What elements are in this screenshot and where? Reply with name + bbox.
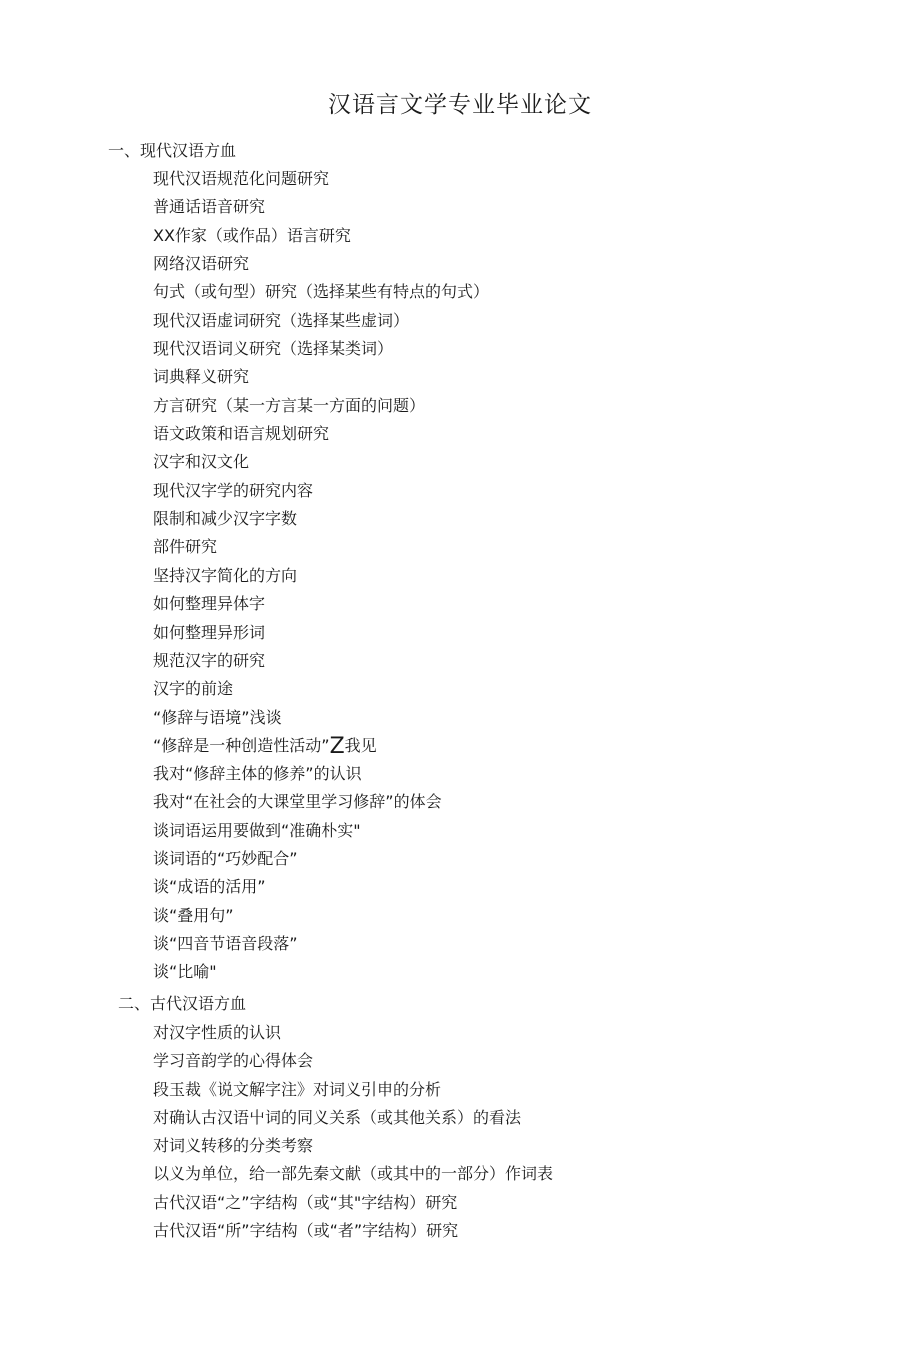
list-item: 现代汉语词义研究（选择某类词）: [153, 339, 394, 359]
document-title: 汉语言文学专业毕业论文: [328, 92, 592, 118]
list-item: 段玉裁《说文解字注》对词义引申的分析: [153, 1079, 442, 1099]
list-item: 部件研究: [153, 537, 218, 557]
list-item: XX作家（或作品）语言研究: [153, 225, 351, 245]
list-item: 普通话语音研究: [153, 197, 266, 217]
list-item: 句式（或句型）研究（选择某些有特点的句式）: [153, 282, 490, 302]
section-heading-modern-chinese: 一、现代汉语方血: [108, 141, 237, 160]
list-item: 对词义转移的分类考察: [153, 1136, 314, 1156]
list-item: 学习音韵学的心得体会: [153, 1051, 314, 1071]
list-item-glyph: Z: [329, 733, 345, 759]
list-item: 规范汉字的研究: [153, 650, 266, 670]
list-item: 谈“成语的活用”: [153, 877, 266, 897]
list-item-tail: 我见: [344, 735, 377, 755]
list-item: 现代汉语虚词研究（选择某些虚词）: [153, 310, 410, 330]
list-item: 古代汉语“所”字结构（或“者”字结构）研究: [153, 1221, 459, 1241]
topic-list-modern-chinese: [153, 169, 489, 991]
list-item: 语文政策和语言规划研究: [153, 424, 330, 444]
list-item: 我对“在社会的大课堂里学习修辞”的体会: [153, 792, 442, 812]
list-item: 限制和减少汉字字数: [153, 509, 298, 529]
list-item: 如何整理异体字: [153, 594, 266, 614]
list-item: 对确认古汉语屮词的同义关系（或其他关系）的看法: [153, 1107, 522, 1127]
list-item: 谈“比喻": [153, 962, 217, 982]
list-item: 网络汉语研究: [153, 254, 250, 274]
list-item: “修辞与语境”浅谈: [153, 707, 282, 727]
list-item: 我对“修辞主体的修养”的认识: [153, 763, 362, 783]
list-item: 词典释义研究: [153, 367, 250, 387]
list-item-text: “修辞是一种创造性活动”: [153, 735, 330, 755]
list-item: 以义为单位，给一部先秦文献（或其中的一部分）作词表: [153, 1164, 554, 1184]
list-item: 坚持汉字简化的方向: [153, 565, 298, 585]
list-item: 现代汉字学的研究内容: [153, 480, 314, 500]
list-item: 古代汉语“之”字结构（或“其"字结构）研究: [153, 1192, 458, 1212]
list-item: 谈“叠用句”: [153, 905, 234, 925]
list-item: 谈词语的“巧妙配合”: [153, 848, 298, 868]
list-item: [153, 733, 489, 762]
list-item: 现代汉语规范化问题研究: [153, 169, 330, 188]
list-item: 如何整理异形词: [153, 622, 266, 642]
list-item: 对汉字性质的认识: [153, 1023, 282, 1042]
list-item: 谈词语运用要做到“准确朴实": [153, 820, 361, 840]
list-item: 汉字的前途: [153, 679, 234, 699]
list-item: 方言研究（某一方言某一方面的问题）: [153, 395, 426, 415]
list-item: 汉字和汉文化: [153, 452, 250, 472]
topic-list-ancient-chinese: [153, 1023, 553, 1249]
list-item: 谈“四音节语音段落”: [153, 933, 298, 953]
section-heading-ancient-chinese: 二、古代汉语方血: [118, 994, 247, 1013]
